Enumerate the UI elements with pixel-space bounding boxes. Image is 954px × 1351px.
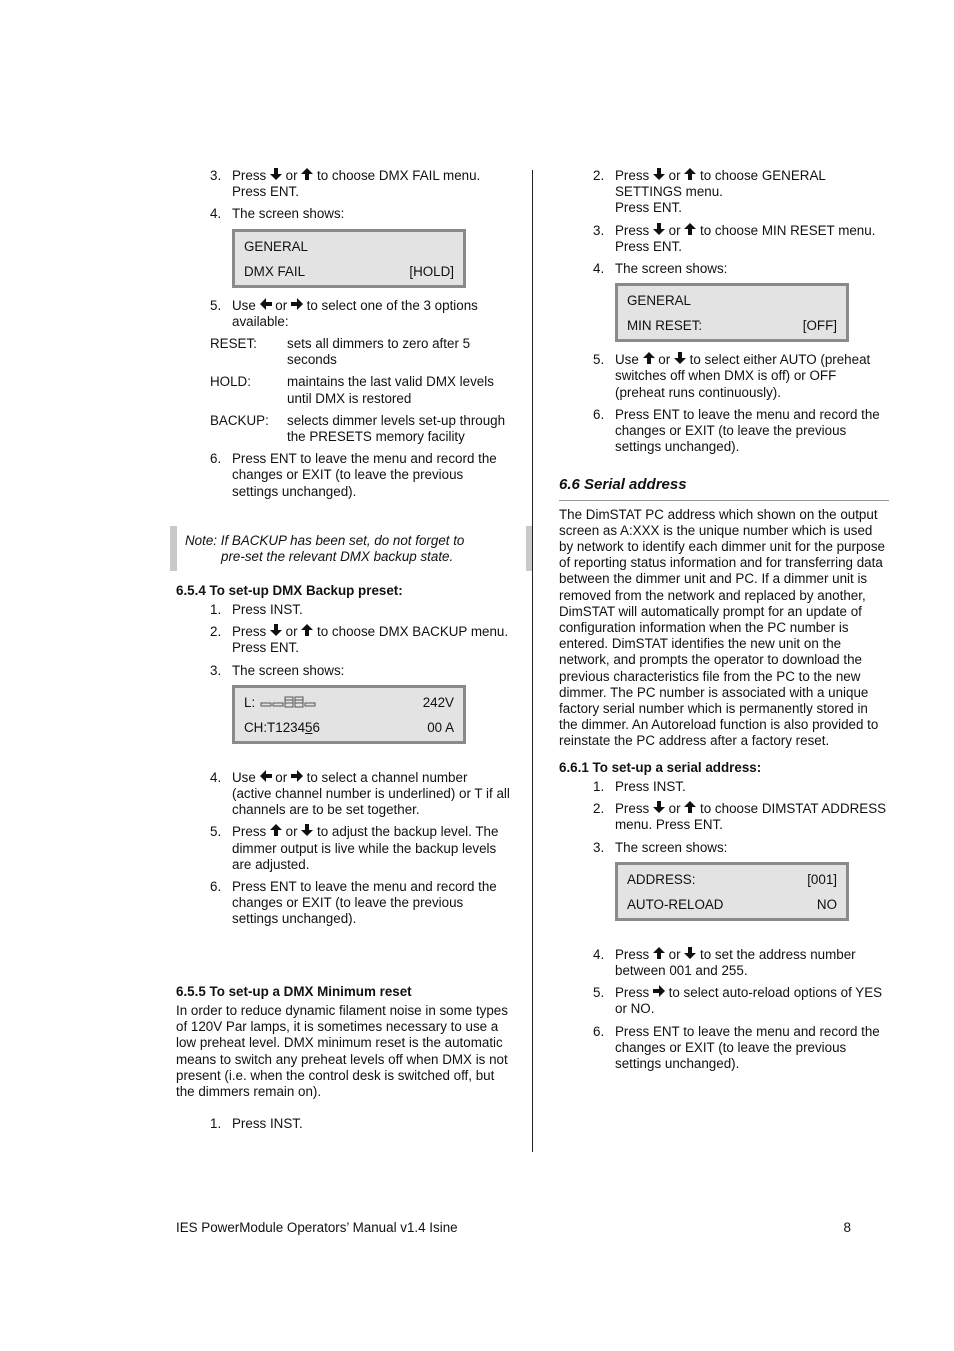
min-reset-paragraph: In order to reduce dynamic filament noise in some types of 120V Par lamps, it is sometimes necessary to use a low preheat level. DMX minimum reset is the automatic means to switch any preheat levels off when DMX is not present (i.e. when the control desk is switched off, but the dimmers remain on). [176, 1002, 508, 1099]
arrow-up-icon [270, 824, 282, 837]
list-text-segment: Press INST. [615, 778, 686, 794]
list-number: 5. [210, 824, 222, 840]
list-number: 6. [210, 879, 222, 895]
min-reset-steps [559, 168, 889, 277]
list-text-segment: The screen shows: [232, 206, 345, 222]
list-text-segment: The screen shows: [232, 662, 345, 678]
list-number: 1. [210, 1116, 222, 1132]
list-number: 4. [210, 769, 222, 785]
column-divider [532, 170, 533, 1152]
list-text-segment: or [664, 168, 685, 183]
list-item [559, 840, 889, 856]
list-text-segment: Press ENT to leave the menu and record the changes or EXIT (to leave the previous settings unchanged). [615, 1023, 880, 1071]
list-text [615, 947, 856, 978]
arrow-up-icon [643, 352, 655, 365]
list-item [559, 1024, 889, 1073]
list-text-segment: Press [232, 168, 270, 183]
list-number: 2. [593, 801, 605, 817]
lcd-row1-right: [001] [807, 871, 837, 887]
list-item [176, 879, 510, 928]
list-text-segment: The screen shows: [615, 261, 728, 277]
list-item [176, 602, 510, 618]
list-text [232, 770, 510, 817]
option-item [176, 413, 510, 445]
list-number: 3. [210, 168, 222, 183]
list-text [615, 801, 886, 832]
list-item [559, 779, 889, 795]
list-text [232, 663, 344, 678]
list-text-segment: to choose MIN RESET menu. Press ENT. [615, 222, 876, 254]
min-reset-step-1 [176, 1116, 510, 1132]
list-text-segment: or [271, 769, 291, 785]
list-number: 6. [593, 1023, 605, 1039]
lcd-row2-right: NO [816, 896, 837, 912]
backup-steps-b [176, 770, 510, 928]
backup-steps-a [176, 602, 510, 679]
list-item [559, 261, 889, 277]
list-text [232, 879, 497, 926]
list-text-segment: or [664, 946, 685, 962]
option-term: BACKUP: [210, 412, 269, 428]
lcd-voltage: 242V [422, 694, 454, 710]
list-number: 5. [593, 985, 605, 1001]
arrow-up-icon [684, 223, 696, 236]
list-number: 1. [593, 778, 605, 794]
arrow-down-icon [674, 352, 686, 365]
option-item [176, 374, 510, 406]
list-text [232, 824, 498, 871]
list-number: 1. [210, 602, 222, 618]
arrow-down-icon [270, 168, 282, 181]
list-text-segment: Press [615, 801, 653, 817]
list-item [559, 801, 889, 833]
lcd-screen-address [615, 862, 849, 921]
lcd-screen-backup [232, 685, 466, 744]
list-text-segment: to select either AUTO (preheat switches off when DMX is off) or OFF (preheat runs continuously). [615, 352, 871, 400]
list-item [559, 352, 889, 401]
arrow-down-icon [653, 223, 665, 236]
arrow-down-icon [653, 168, 665, 181]
list-text-segment: to choose GENERAL SETTINGS menu. [615, 168, 826, 200]
list-text [232, 624, 508, 655]
list-item [176, 824, 510, 873]
list-text-segment: to adjust the backup level. The dimmer output is live while the backup levels are adjusted. [232, 824, 499, 872]
note-box [170, 526, 533, 571]
lcd-row1-left: GENERAL [244, 238, 308, 254]
list-number: 3. [593, 222, 605, 238]
list-text-segment: to choose DIMSTAT ADDRESS menu. Press ENT. [615, 801, 887, 833]
list-text-segment: or [281, 168, 302, 183]
option-item [176, 336, 510, 368]
list-number: 4. [593, 946, 605, 962]
list-text [232, 298, 478, 329]
list-text-segment: to select auto-reload options of YES or NO. [615, 985, 883, 1017]
list-item [176, 1116, 510, 1132]
list-text-segment: to choose DMX FAIL menu. Press ENT. [232, 168, 481, 200]
lcd-row2-right: [HOLD] [409, 263, 454, 279]
note-line-2: pre-set the relevant DMX backup state. [221, 548, 454, 564]
heading-set-serial: 6.6.1 To set-up a serial address: [559, 759, 762, 775]
list-text-segment: Press [615, 222, 653, 238]
list-text-segment: Use [232, 297, 260, 313]
lcd-channel-prefix: CH:T1234 [244, 719, 306, 735]
lcd-channel-suffix: 6 [312, 719, 320, 735]
arrow-up-icon [301, 624, 313, 637]
right-column [559, 168, 889, 1078]
list-text-segment: or [281, 624, 302, 640]
list-item [176, 624, 510, 656]
footer-title: IES PowerModule Operators’ Manual v1.4 Isine [176, 1220, 458, 1235]
list-text [232, 168, 480, 199]
arrow-down-icon [653, 801, 665, 814]
option-list [176, 336, 510, 445]
note-line-1: Note: If BACKUP has been set, do not forget to [185, 532, 465, 548]
min-reset-steps-b [559, 352, 889, 455]
list-number: 6. [210, 451, 222, 467]
lcd-row1-left: GENERAL [627, 293, 691, 309]
list-item [176, 298, 510, 330]
serial-steps-a [559, 779, 889, 856]
arrow-right-icon [291, 770, 303, 783]
lcd-active-channel: 5 [305, 719, 313, 735]
list-text [615, 985, 882, 1016]
list-number: 2. [210, 624, 222, 640]
lcd-screen-min-reset [615, 283, 849, 342]
lcd-row2-left: AUTO-RELOAD [627, 896, 724, 912]
list-text-segment: Press ENT. [615, 200, 682, 216]
left-column [176, 168, 510, 1138]
list-text-segment: Press [615, 168, 653, 183]
list-item [559, 985, 889, 1017]
list-text-segment: or [271, 297, 291, 313]
list-text [232, 602, 303, 617]
list-text-segment: Press [615, 946, 653, 962]
arrow-up-icon [684, 168, 696, 181]
list-item [559, 223, 889, 255]
page-footer [176, 1220, 851, 1236]
list-text-segment: Press [232, 624, 270, 640]
list-item [559, 407, 889, 456]
arrow-down-icon [301, 824, 313, 837]
list-item [176, 451, 510, 500]
list-item [176, 206, 510, 222]
list-number: 4. [210, 206, 222, 222]
lcd-channel [244, 715, 320, 740]
list-text [615, 1024, 880, 1071]
lcd-row2-left: DMX FAIL [244, 263, 306, 279]
list-text [615, 407, 880, 454]
list-item [176, 663, 510, 679]
list-text-segment: Use [232, 769, 260, 785]
page-number: 8 [843, 1220, 851, 1235]
step-5-options [176, 298, 510, 330]
list-item [176, 770, 510, 819]
heading-dmx-backup: 6.5.4 To set-up DMX Backup preset: [176, 582, 403, 598]
list-text-segment: Press ENT to leave the menu and record the changes or EXIT (to leave the previous settings unchanged). [232, 451, 497, 499]
list-item [559, 168, 889, 217]
list-text-segment: Press [615, 985, 653, 1001]
list-text [615, 352, 870, 399]
arrow-up-icon [653, 947, 665, 960]
arrow-up-icon [301, 168, 313, 181]
list-item [559, 947, 889, 979]
lcd-screen-dmx-fail [232, 229, 466, 288]
list-text [615, 168, 825, 215]
option-description: maintains the last valid DMX levels until DMX is restored [287, 374, 494, 406]
heading-serial-address: 6.6 Serial address [559, 477, 889, 500]
list-text-segment: Use [615, 352, 643, 368]
list-number: 2. [593, 168, 605, 183]
arrow-right-icon [291, 298, 303, 311]
list-text [232, 206, 344, 221]
list-number: 5. [593, 352, 605, 368]
lcd-current: 00 A [427, 719, 454, 735]
level-bars-icon [259, 696, 317, 708]
arrow-up-icon [684, 801, 696, 814]
lcd-level-indicator [244, 690, 317, 715]
arrow-left-icon [260, 298, 272, 311]
list-number: 3. [593, 839, 605, 855]
list-text-segment: to select one of the 3 options available: [232, 297, 478, 329]
list-number: 6. [593, 406, 605, 422]
list-text-segment: to set the address number between 001 and 255. [615, 946, 856, 978]
heading-min-reset: 6.5.5 To set-up a DMX Minimum reset [176, 983, 412, 999]
list-text-segment: to select a channel number (active channel number is underlined) or T if all channels are to be set together. [232, 769, 510, 818]
serial-paragraph: The DimSTAT PC address which shown on the output screen as A:XXX is the unique number which is used by network to identify each dimmer unit for the purpose of reporting status information and for transferring data between the dimmer unit and PC. If a dimmer unit is removed from the network and replaced by another, DimSTAT will automatically prompt for an update of configuration information when the PC number is entered. DimSTAT identifies the new unit on the network, and prompts the operator to download the previous characteristics file from the PC to the new dimmer. The PC number is associated with a unique factory serial number which is permanently stored in the dimmer. An Autoreload function is also provided to reinstate the PC address after a factory reset. [559, 506, 886, 749]
option-term: RESET: [210, 336, 257, 352]
list-text-segment: Press INST. [232, 602, 303, 618]
option-term: HOLD: [210, 374, 251, 390]
arrow-right-icon [653, 985, 665, 998]
option-description: sets all dimmers to zero after 5 seconds [287, 336, 471, 368]
step-6 [176, 451, 510, 500]
list-text-segment: to choose DMX BACKUP menu. Press ENT. [232, 624, 509, 656]
dmx-fail-steps [176, 168, 510, 223]
arrow-left-icon [260, 770, 272, 783]
list-text [615, 840, 727, 855]
lcd-row2-right: [OFF] [802, 318, 837, 334]
list-text-segment: or [664, 801, 685, 817]
list-text-segment: or [281, 824, 302, 840]
lcd-row1-left: L: [244, 694, 256, 710]
arrow-down-icon [270, 624, 282, 637]
list-number: 5. [210, 297, 222, 313]
lcd-row1-left: ADDRESS: [627, 871, 696, 887]
list-text [232, 1116, 303, 1131]
list-text-segment: Press [232, 824, 270, 840]
arrow-down-icon [684, 947, 696, 960]
list-text [232, 451, 497, 498]
list-text [615, 261, 727, 276]
list-text-segment: Press INST. [232, 1116, 303, 1132]
list-text-segment: The screen shows: [615, 839, 728, 855]
list-text-segment: Press ENT to leave the menu and record the changes or EXIT (to leave the previous settings unchanged). [232, 879, 497, 927]
list-text [615, 223, 875, 254]
list-number: 3. [210, 662, 222, 678]
list-text-segment: or [654, 352, 674, 368]
list-item [176, 168, 510, 200]
list-text [615, 779, 686, 794]
list-number: 4. [593, 261, 605, 277]
option-description: selects dimmer levels set-up through the PRESETS memory facility [287, 412, 506, 445]
list-text-segment: or [664, 222, 685, 238]
list-text-segment: Press ENT to leave the menu and record the changes or EXIT (to leave the previous settings unchanged). [615, 406, 880, 455]
serial-steps-b [559, 947, 889, 1072]
lcd-row2-left: MIN RESET: [627, 318, 703, 334]
